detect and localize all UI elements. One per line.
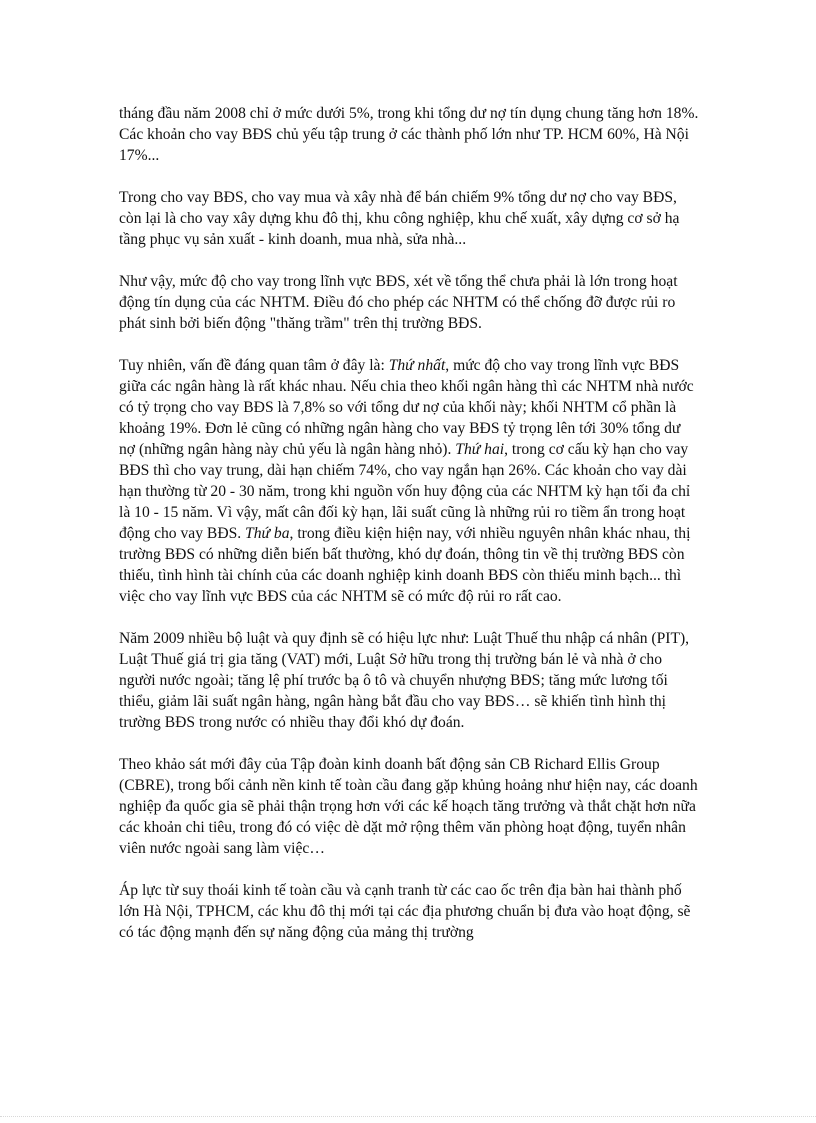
paragraph-text: , mức độ cho vay trong lĩnh vực BĐS giữa các ngân hàng là rất khác nhau. Nếu chia theo khối ngân hàng thì các NHTM nhà nước có tỷ trọng cho vay BĐS là 7,8% so với tổng dư nợ của khối này; khối NHTM cổ phần là khoảng 19%. Đơn lẻ cũng có những ngân hàng cho vay BĐS tỷ trọng lên tới 30% tổng dư nợ (những ngân hàng này chủ yếu là ngân hàng nhỏ). [119,357,694,458]
paragraph-text: Năm 2009 nhiều bộ luật và quy định sẽ có hiệu lực như: Luật Thuế thu nhập cá nhân (PIT), Luật Thuế giá trị gia tăng (VAT) mới, Luật Sở hữu trong thị trường bán lẻ và nhà ở cho người nước ngoài; tăng lệ phí trước bạ ô tô và chuyển nhượng BĐS; tăng mức lương tối thiểu, giảm lãi suất ngân hàng, ngân hàng bắt đầu cho vay BĐS… sẽ khiến tình hình thị trường BĐS trong nước có nhiều thay đổi khó dự đoán. [119,630,690,731]
paragraph [119,880,699,943]
paragraph-text: Theo khảo sát mới đây của Tập đoàn kinh doanh bất động sản CB Richard Ellis Group (CBRE), trong bối cảnh nền kinh tế toàn cầu đang gặp khủng hoảng như hiện nay, các doanh nghiệp đa quốc gia sẽ phải thận trọng hơn với các kế hoạch tăng trưởng và thắt chặt hơn nữa các khoản chi tiêu, trong đó có việc dè dặt mở rộng thêm văn phòng hoạt động, tuyển nhân viên nước ngoài sang làm việc… [119,756,698,857]
paragraph [119,271,699,334]
paragraph [119,754,699,859]
paragraph [119,355,699,607]
paragraph-text: , trong điều kiện hiện nay, với nhiều nguyên nhân khác nhau, thị trường BĐS có những diễn biến bất thường, khó dự đoán, thông tin về thị trường BĐS còn thiếu, tình hình tài chính của các doanh nghiệp kinh doanh BĐS còn thiếu minh bạch... thì việc cho vay lĩnh vực BĐS của các NHTM sẽ có mức độ rủi ro rất cao. [119,525,691,605]
paragraph-text: Tuy nhiên, vấn đề đáng quan tâm ở đây là: [119,357,389,374]
paragraph [119,187,699,250]
paragraph-text: Như vậy, mức độ cho vay trong lĩnh vực BĐS, xét về tổng thể chưa phải là lớn trong hoạt động tín dụng của các NHTM. Điều đó cho phép các NHTM có thể chống đỡ được rủi ro phát sinh bởi biến động "thăng trầm" trên thị trường BĐS. [119,273,678,332]
emphasis-first: Thứ nhất [388,357,446,374]
paragraph [119,628,699,733]
paragraph-text: , trong cơ cấu kỳ hạn cho vay BĐS thì cho vay trung, dài hạn chiếm 74%, cho vay ngắn hạn 26%. Các khoản cho vay dài hạn thường từ 20 - 30 năm, trong khi nguồn vốn huy động của các NHTM kỳ hạn tối đa chỉ là 10 - 15 năm. Vì vậy, mất cân đối kỳ hạn, lãi suất cũng là những rủi ro tiềm ẩn trong hoạt động cho vay BĐS. [119,441,691,542]
emphasis-third: Thứ ba [245,525,290,542]
paragraph-text: tháng đầu năm 2008 chỉ ở mức dưới 5%, trong khi tổng dư nợ tín dụng chung tăng hơn 18%. Các khoản cho vay BĐS chủ yếu tập trung ở các thành phố lớn như TP. HCM 60%, Hà Nội 17%... [119,105,699,164]
emphasis-second: Thứ hai [455,441,505,458]
page-bottom-divider [0,1116,816,1117]
paragraph-text: Trong cho vay BĐS, cho vay mua và xây nhà để bán chiếm 9% tổng dư nợ cho vay BĐS, còn lại là cho vay xây dựng khu đô thị, khu công nghiệp, khu chế xuất, xây dựng cơ sở hạ tầng phục vụ sản xuất - kinh doanh, mua nhà, sửa nhà... [119,189,680,248]
document-page [119,103,699,964]
paragraph [119,103,699,166]
paragraph-text: Áp lực từ suy thoái kinh tế toàn cầu và cạnh tranh từ các cao ốc trên địa bàn hai thành phố lớn Hà Nội, TPHCM, các khu đô thị mới tại các địa phương chuẩn bị đưa vào hoạt động, sẽ có tác động mạnh đến sự năng động của mảng thị trường [119,882,691,941]
